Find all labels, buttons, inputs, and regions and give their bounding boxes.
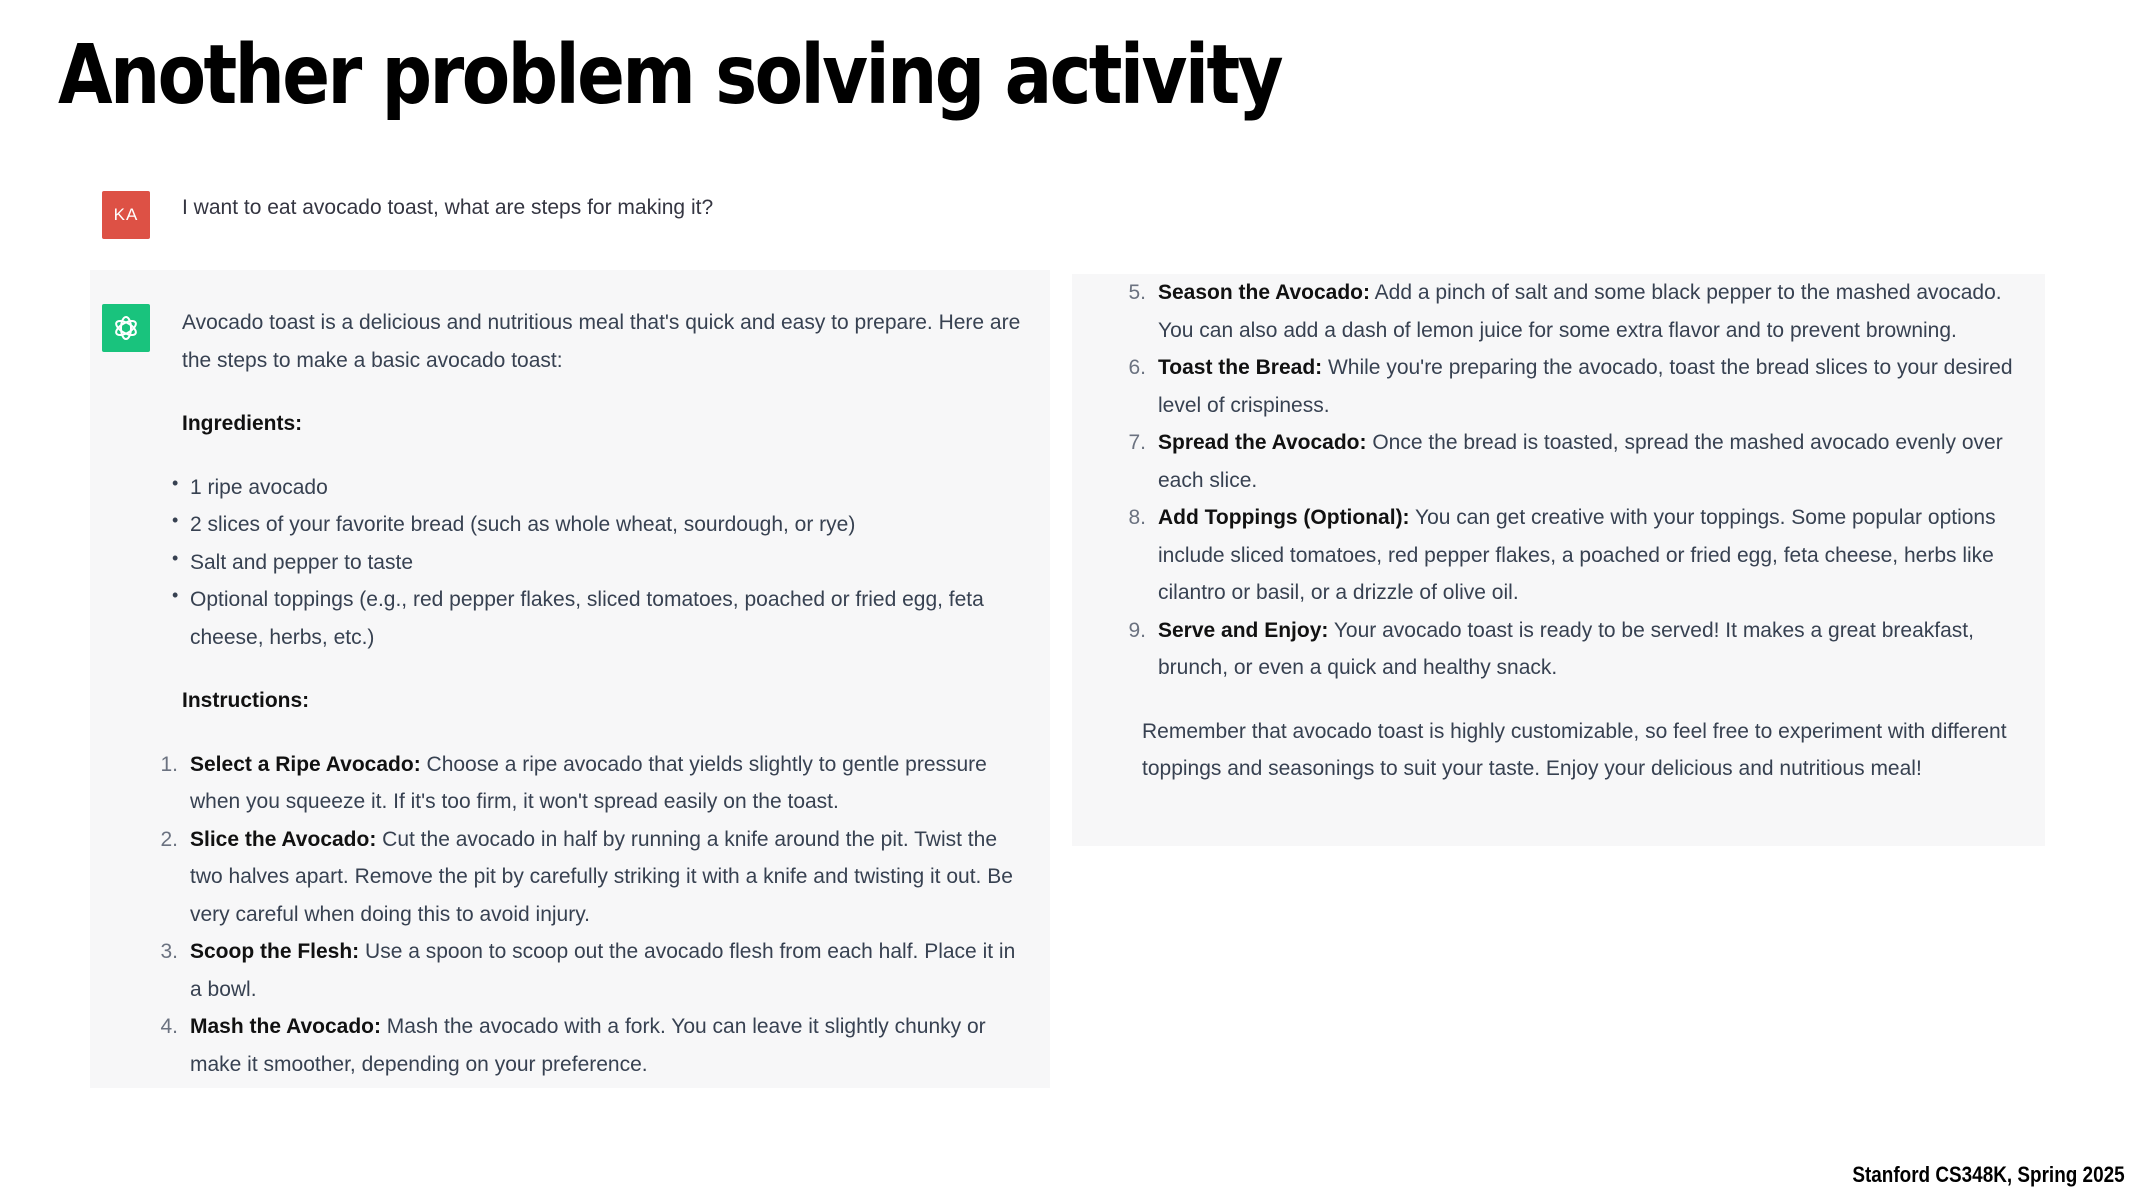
openai-logo-icon [102, 304, 150, 352]
instructions-list-part2 [1128, 274, 2020, 687]
step-text: Choose a ripe avocado that yields slightly to gentle pressure when you squeeze it. If it's too firm, it won't spread easily on the toast. [190, 752, 987, 813]
instructions-heading: Instructions: [182, 689, 310, 712]
user-message-text: I want to eat avocado toast, what are steps for making it? [182, 196, 714, 219]
list-item [1128, 424, 2020, 499]
slide-footer: Stanford CS348K, Spring 2025 [1852, 1162, 2125, 1187]
step-number: 2. [160, 827, 178, 851]
step-number: 5. [1128, 281, 1146, 304]
step-text: While you're preparing the avocado, toast the bread slices to your desired level of crispiness. [1158, 356, 2013, 417]
step-number: 1. [160, 752, 178, 776]
response-closing: Remember that avocado toast is highly customizable, so feel free to experiment with different toppings and seasonings to suit your taste. Enjoy your delicious and nutritious meal! [1142, 719, 2007, 780]
step-number: 3. [160, 940, 178, 963]
list-item: • Salt and pepper to taste [182, 544, 1032, 582]
list-item [160, 933, 1032, 1008]
assistant-response-panel-left [90, 270, 1050, 1088]
step-number: 8. [1128, 506, 1146, 529]
user-avatar-icon: KA [102, 191, 150, 239]
step-title: Scoop the Flesh: [190, 940, 360, 963]
step-title: Slice the Avocado: [190, 827, 377, 851]
step-number: 6. [1128, 356, 1146, 379]
step-title: Add Toppings (Optional): [1158, 506, 1410, 529]
list-item [1128, 274, 2020, 349]
step-text: Once the bread is toasted, spread the mashed avocado evenly over each slice. [1158, 431, 2003, 492]
step-text: Add a pinch of salt and some black pepper to the mashed avocado. You can also add a dash of lemon juice for some extra flavor and to prevent browning. [1158, 281, 2002, 342]
assistant-response-content-right [1128, 274, 2020, 788]
step-title: Season the Avocado: [1158, 281, 1370, 304]
step-title: Mash the Avocado: [190, 1015, 381, 1038]
assistant-response-content-left [160, 304, 1032, 1083]
step-title: Select a Ripe Avocado: [190, 752, 421, 776]
ingredients-heading: Ingredients: [182, 412, 303, 435]
ingredients-list [182, 469, 1032, 657]
list-item: • 1 ripe avocado [182, 469, 1032, 507]
response-intro: Avocado toast is a delicious and nutritious meal that's quick and easy to prepare. Here are the steps to make a basic avocado toast: [182, 311, 1021, 372]
step-title: Toast the Bread: [1158, 356, 1323, 379]
step-number: 9. [1128, 618, 1146, 642]
assistant-response-panel-right [1072, 274, 2045, 846]
list-item: • Optional toppings (e.g., red pepper flakes, sliced tomatoes, poached or fried egg, feta cheese, herbs, etc.) [182, 581, 1032, 656]
step-text: Your avocado toast is ready to be served! It makes a great breakfast, brunch, or even a quick and healthy snack. [1158, 618, 1974, 679]
step-text: Use a spoon to scoop out the avocado flesh from each half. Place it in a bowl. [190, 940, 1016, 1001]
step-text: Mash the avocado with a fork. You can leave it slightly chunky or make it smoother, depending on your preference. [190, 1015, 986, 1076]
list-item [160, 1008, 1032, 1083]
step-number: 7. [1128, 431, 1146, 454]
step-text: You can get creative with your toppings. Some popular options include sliced tomatoes, red pepper flakes, a poached or fried egg, feta cheese, herbs like cilantro or basil, or a drizzle of olive oil. [1158, 506, 1996, 604]
slide-title: Another problem solving activity [58, 28, 1282, 123]
list-item [1128, 499, 2020, 612]
user-message-row [102, 190, 714, 240]
list-item [160, 821, 1032, 934]
step-title: Spread the Avocado: [1158, 431, 1367, 454]
step-title: Serve and Enjoy: [1158, 618, 1329, 642]
step-text: Cut the avocado in half by running a knife around the pit. Twist the two halves apart. Remove the pit by carefully striking it with a knife and twisting it out. Be very careful when doing this to avoid injury. [190, 827, 1013, 926]
list-item [1128, 349, 2020, 424]
instructions-list-part1 [160, 746, 1032, 1084]
step-number: 4. [160, 1015, 178, 1038]
list-item [160, 746, 1032, 821]
list-item [1128, 612, 2020, 687]
list-item: • 2 slices of your favorite bread (such as whole wheat, sourdough, or rye) [182, 506, 1032, 544]
